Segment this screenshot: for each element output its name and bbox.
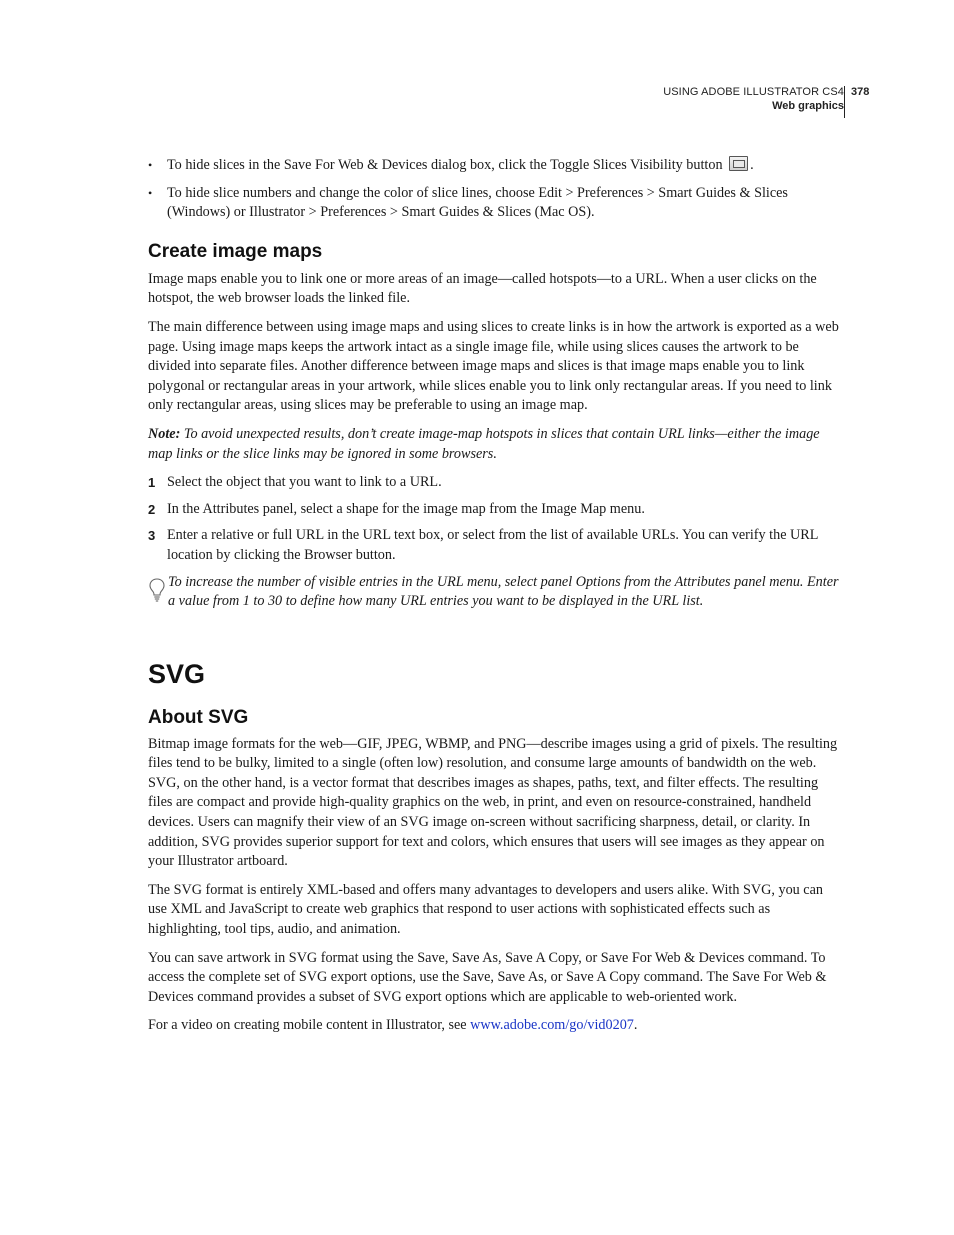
tip-text: To increase the number of visible entries in the URL menu, select panel Options from the Attributes panel menu. Enter a value from 1 to 30 to define how many URL entries you want to be displayed in the URL list. <box>168 573 839 610</box>
toggle-slices-visibility-icon <box>729 156 748 171</box>
running-header-title: USING ADOBE ILLUSTRATOR CS4 <box>663 86 844 98</box>
bullet-text: To hide slice numbers and change the color of slice lines, choose Edit > Preferences > Smart Guides & Slices (Windows) or Illustrator > Preferences > Smart Guides & Slices (Mac OS). <box>167 184 788 221</box>
bullet-text: To hide slices in the Save For Web & Devices dialog box, click the Toggle Slices Visibility button <box>167 157 723 173</box>
step-number: 1 <box>148 475 156 491</box>
step-number: 2 <box>148 501 156 517</box>
heading-create-image-maps: Create image maps <box>148 240 323 262</box>
tip <box>148 573 840 612</box>
step-number: 3 <box>148 528 156 544</box>
heading-about-svg: About SVG <box>148 706 249 728</box>
step-item <box>148 473 840 493</box>
bullet-item <box>148 184 840 223</box>
bullet-mark: • <box>148 158 153 172</box>
lightbulb-icon <box>148 577 166 603</box>
note-text: To avoid unexpected results, don’t create image-map hotspots in slices that contain URL links—either the image map links or the slice links may be ignored in some browsers. <box>148 425 820 462</box>
paragraph: Bitmap image formats for the web—GIF, JPEG, WBMP, and PNG—describe images using a grid of pixels. The resulting files tend to be bulky, limited to a single (often low) resolution, and consume large amounts of bandwidth on the web. SVG, on the other hand, is a vector format that describes images as shapes, paths, text, and filter effects. The resulting files are compact and provide high-quality graphics on the web, in print, and even on resource-constrained, handheld devices. Users can magnify their view of an SVG image on-screen without sacrificing sharpness, detail, or clarity. In addition, SVG provides superior support for text and colors, which ensures that users will see images as they appear on your Illustrator artboard. <box>148 735 838 870</box>
page-body <box>148 156 840 1045</box>
bullet-mark: • <box>148 185 153 200</box>
paragraph-text: For a video on creating mobile content in Illustrator, see <box>148 1017 471 1034</box>
paragraph: The main difference between using image maps and using slices to create links is in how the artwork is exported as a web page. Using image maps keeps the artwork intact as a single image file, while using slices causes the artwork to be divided into separate files. Another difference between image maps and slices is that image maps enable you to link polygonal or rectangular areas in your artwork, while slices enable you to link only rectangular areas. If you need to link only rectangular areas, using slices may be preferable to using an image map. <box>148 318 839 414</box>
paragraph <box>148 1016 840 1036</box>
paragraph: The SVG format is entirely XML-based and offers many advantages to developers and users alike. With SVG, you can use XML and JavaScript to create web graphics that respond to user actions with sophisticated effects such as highlighting, tool tips, audio, and animation. <box>148 881 823 938</box>
running-header-section: Web graphics <box>772 100 844 112</box>
step-item <box>148 500 840 520</box>
step-item <box>148 526 840 565</box>
step-text: Select the object that you want to link to a URL. <box>167 474 442 491</box>
header-divider <box>844 86 845 118</box>
paragraph: You can save artwork in SVG format using the Save, Save As, Save A Copy, or Save For Web & Devices command. To access the complete set of SVG export options, use the Save, Save As, or Save A Copy command. The Save For Web & Devices command provides a subset of SVG export options which are applicable to web-oriented work. <box>148 949 827 1005</box>
step-text: In the Attributes panel, select a shape for the image map from the Image Map menu. <box>167 500 645 517</box>
note <box>148 425 840 464</box>
running-header <box>663 86 844 112</box>
bullet-text-end: . <box>750 157 754 173</box>
note-label: Note: <box>148 425 181 442</box>
video-link[interactable]: www.adobe.com/go/vid0207 <box>470 1017 634 1034</box>
bullet-item <box>148 156 840 176</box>
paragraph: Image maps enable you to link one or more areas of an image—called hotspots—to a URL. When a user clicks on the hotspot, the web browser loads the linked file. <box>148 270 817 307</box>
page-number: 378 <box>851 86 870 98</box>
heading-svg: SVG <box>148 658 206 689</box>
step-text: Enter a relative or full URL in the URL text box, or select from the list of available URLs. You can verify the URL location by clicking the Browser button. <box>167 527 818 563</box>
paragraph-text-end: . <box>633 1017 638 1034</box>
